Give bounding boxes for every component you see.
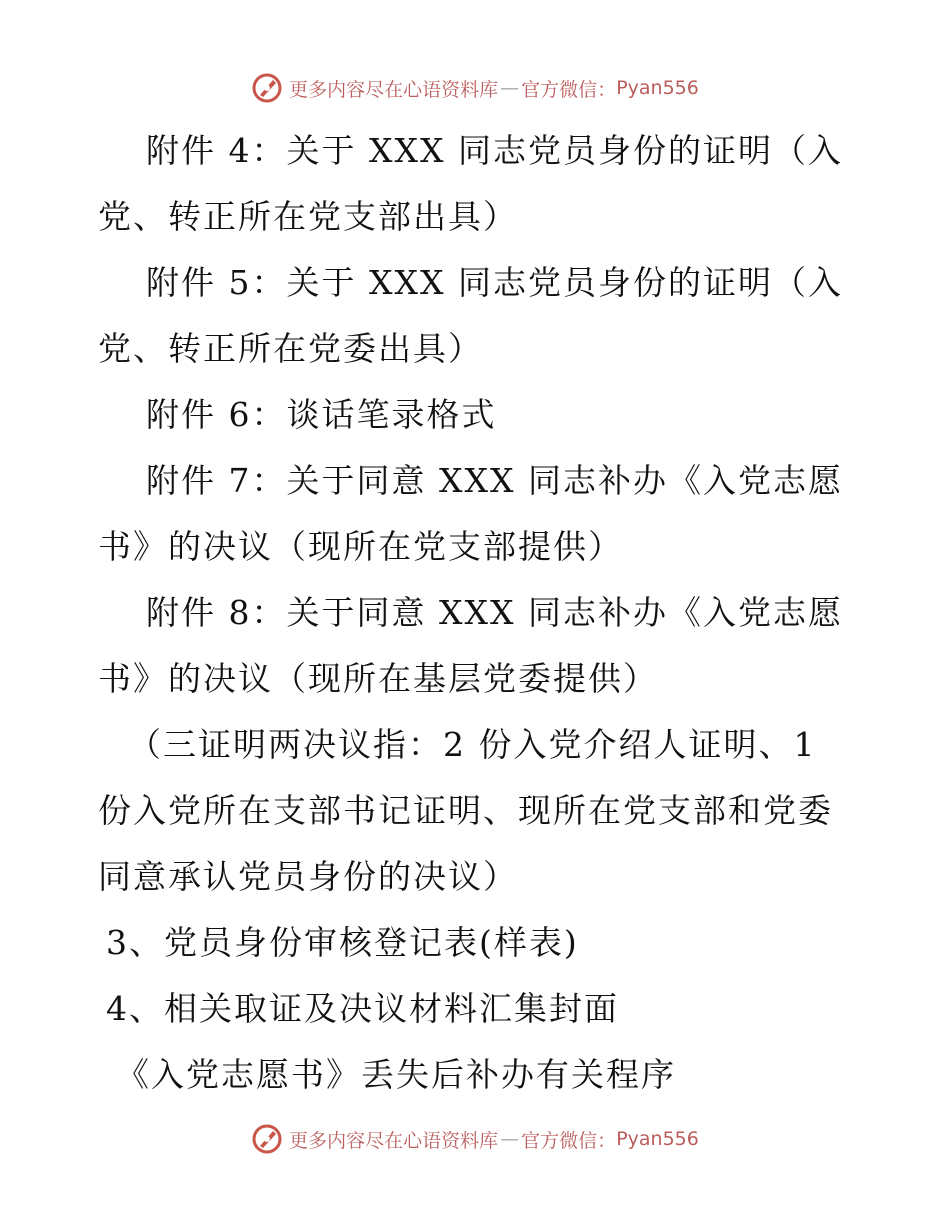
watermark-suffix: 官方微信： — [521, 1129, 617, 1152]
paragraph-attachment-8: 附件 8：关于同意 XXX 同志补办《入党志愿书》的决议（现所在基层党委提供） — [98, 593, 843, 698]
watermark-separator: — — [500, 1128, 520, 1150]
watermark-footer — [0, 1121, 950, 1157]
watermark-wechat-id: Pyan556 — [616, 77, 699, 99]
paragraph-attachment-6: 附件 6：谈话笔录格式 — [146, 395, 497, 434]
paragraph-procedure-title: 《入党志愿书》丢失后补办有关程序 — [116, 1055, 676, 1094]
watermark-suffix: 官方微信： — [521, 78, 617, 101]
watermark-header — [0, 70, 950, 106]
watermark-wechat-id: Pyan556 — [616, 1128, 699, 1150]
watermark-separator: — — [500, 77, 520, 99]
document-body — [98, 118, 858, 1108]
paragraph-attachment-5: 附件 5：关于 XXX 同志党员身份的证明（入党、转正所在党委出具） — [98, 263, 843, 368]
paragraph-item-3: 3、党员身份审核登记表(样表) — [106, 923, 579, 962]
watermark-text: 更多内容尽在心语资料库 — [289, 1129, 499, 1152]
paragraph-attachment-4: 附件 4：关于 XXX 同志党员身份的证明（入党、转正所在党支部出具） — [98, 131, 843, 236]
pen-logo-icon — [251, 72, 283, 104]
paragraph-item-4: 4、相关取证及决议材料汇集封面 — [106, 989, 619, 1028]
pen-logo-icon — [251, 1123, 283, 1155]
paragraph-note: （三证明两决议指：2 份入党介绍人证明、1 份入党所在支部书记证明、现所在党支部和党委同意承认党员身份的决议） — [98, 725, 833, 896]
paragraph-attachment-7: 附件 7：关于同意 XXX 同志补办《入党志愿书》的决议（现所在党支部提供） — [98, 461, 843, 566]
watermark-text: 更多内容尽在心语资料库 — [289, 78, 499, 101]
